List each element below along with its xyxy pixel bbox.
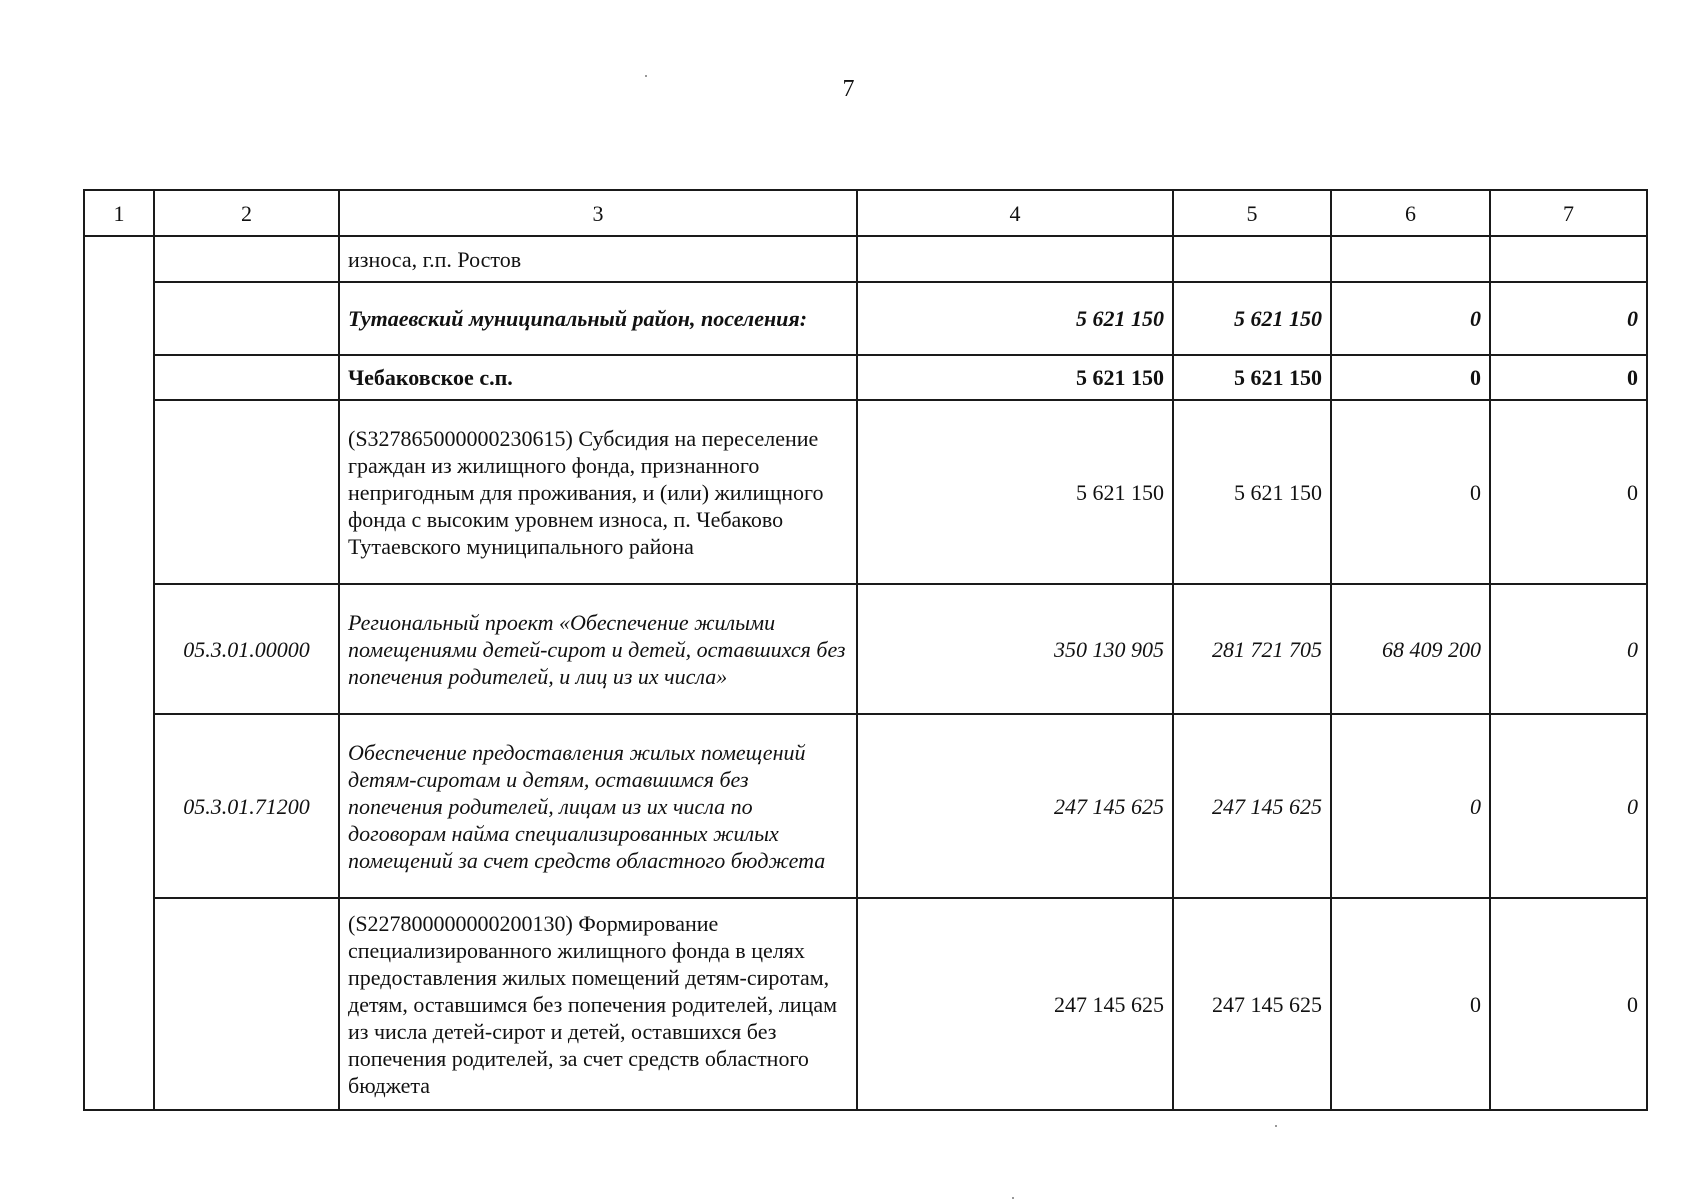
- value-cell-6: 0: [1331, 714, 1490, 898]
- value-cell-4: 350 130 905: [857, 584, 1173, 714]
- code-cell: [154, 400, 339, 584]
- value-cell-4: 247 145 625: [857, 898, 1173, 1110]
- budget-table: [83, 189, 1648, 1111]
- value-cell-7: 0: [1490, 714, 1647, 898]
- header-cell-7: 7: [1490, 190, 1647, 236]
- value-cell-6: 0: [1331, 400, 1490, 584]
- table-header-row: [84, 190, 1647, 236]
- value-cell-7: [1490, 236, 1647, 282]
- name-cell: Региональный проект «Обеспечение жилыми помещениями детей-сирот и детей, оставшихся без попечения родителей, и лиц из их числа»: [339, 584, 857, 714]
- code-cell: [154, 282, 339, 355]
- code-cell: [154, 355, 339, 400]
- value-cell-4: 5 621 150: [857, 355, 1173, 400]
- header-cell-5: 5: [1173, 190, 1331, 236]
- value-cell-7: 0: [1490, 355, 1647, 400]
- code-cell: [154, 236, 339, 282]
- value-cell-6: 0: [1331, 355, 1490, 400]
- value-cell-7: 0: [1490, 898, 1647, 1110]
- table-row: [84, 714, 1647, 898]
- value-cell-6: [1331, 236, 1490, 282]
- table-row: [84, 355, 1647, 400]
- header-cell-4: 4: [857, 190, 1173, 236]
- value-cell-5: 247 145 625: [1173, 898, 1331, 1110]
- value-cell-5: 5 621 150: [1173, 400, 1331, 584]
- table-row: [84, 236, 1647, 282]
- name-cell: Обеспечение предоставления жилых помещений детям-сиротам и детям, оставшимся без попечения родителей, лицам из их числа по договорам найма специализированных жилых помещений за счет средств областного бюджета: [339, 714, 857, 898]
- scan-speck: [1275, 1125, 1277, 1127]
- header-cell-6: 6: [1331, 190, 1490, 236]
- value-cell-4: 247 145 625: [857, 714, 1173, 898]
- code-cell: 05.3.01.71200: [154, 714, 339, 898]
- table-row: [84, 584, 1647, 714]
- name-cell: (S327865000000230615) Субсидия на переселение граждан из жилищного фонда, признанного непригодным для проживания, и (или) жилищного фонда с высоким уровнем износа, п. Чебаково Тутаевского муниципального района: [339, 400, 857, 584]
- header-cell-3: 3: [339, 190, 857, 236]
- scan-speck: [645, 75, 647, 77]
- merged-number-cell: [84, 236, 154, 1110]
- value-cell-6: 68 409 200: [1331, 584, 1490, 714]
- name-cell: Чебаковское с.п.: [339, 355, 857, 400]
- page-number: 7: [842, 76, 855, 102]
- name-cell: Тутаевский муниципальный район, поселения:: [339, 282, 857, 355]
- code-cell: [154, 898, 339, 1110]
- name-cell: износа, г.п. Ростов: [339, 236, 857, 282]
- scan-speck: [1012, 1197, 1014, 1199]
- value-cell-7: 0: [1490, 400, 1647, 584]
- value-cell-5: 247 145 625: [1173, 714, 1331, 898]
- value-cell-7: 0: [1490, 584, 1647, 714]
- value-cell-4: [857, 236, 1173, 282]
- value-cell-6: 0: [1331, 898, 1490, 1110]
- value-cell-6: 0: [1331, 282, 1490, 355]
- value-cell-5: 281 721 705: [1173, 584, 1331, 714]
- value-cell-4: 5 621 150: [857, 282, 1173, 355]
- table-row: [84, 898, 1647, 1110]
- header-cell-1: 1: [84, 190, 154, 236]
- header-cell-2: 2: [154, 190, 339, 236]
- table-row: [84, 282, 1647, 355]
- table-row: [84, 400, 1647, 584]
- value-cell-5: [1173, 236, 1331, 282]
- value-cell-7: 0: [1490, 282, 1647, 355]
- code-cell: 05.3.01.00000: [154, 584, 339, 714]
- value-cell-5: 5 621 150: [1173, 355, 1331, 400]
- value-cell-4: 5 621 150: [857, 400, 1173, 584]
- value-cell-5: 5 621 150: [1173, 282, 1331, 355]
- name-cell: (S227800000000200130) Формирование специализированного жилищного фонда в целях предоставления жилых помещений детям-сиротам, детям, оставшимся без попечения родителей, лицам из числа детей-сирот и детей, оставшихся без попечения родителей, за счет средств областного бюджета: [339, 898, 857, 1110]
